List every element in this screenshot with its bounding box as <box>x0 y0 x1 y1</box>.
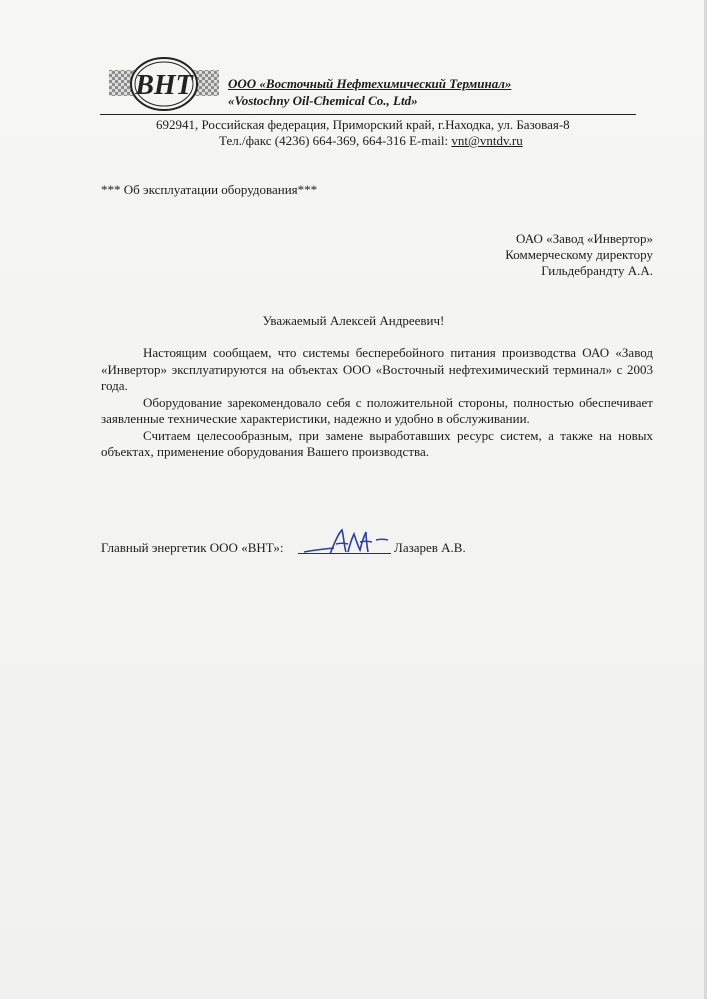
salutation: Уважаемый Алексей Андреевич! <box>262 313 445 328</box>
company-contacts <box>219 133 523 149</box>
handwritten-signature-icon <box>300 524 392 560</box>
company-logo <box>109 56 219 112</box>
company-address: 692941, Российская федерация, Приморский край, г.Находка, ул. Базовая-8 <box>156 117 570 132</box>
company-name-ru: ООО «Восточный Нефтехимический Терминал» <box>228 76 512 91</box>
body-paragraph-3: Считаем целесообразным, при замене выработавших ресурс систем, а также на новых объектах, применение оборудования Вашего производства. <box>101 427 653 459</box>
company-name-en: «Vostochny Oil-Chemical Co., Ltd» <box>228 93 418 108</box>
signer-position: Главный энергетик ООО «ВНТ»: <box>101 540 284 555</box>
logo-letters: ВНТ <box>135 70 193 101</box>
recipient-position: Коммерческому директору <box>505 247 653 262</box>
phone-fax: Тел./факс (4236) 664-369, 664-316 E-mail: <box>219 133 452 148</box>
recipient-organization: ОАО «Завод «Инвертор» <box>516 231 653 246</box>
letter-body <box>101 345 653 461</box>
body-paragraph-2: Оборудование зарекомендовало себя с положительной стороны, полностью обеспечивает заявленные технические характеристики, надежно и удобно в обслуживании. <box>101 394 653 426</box>
header-divider <box>100 114 636 115</box>
body-paragraph-1: Настоящим сообщаем, что системы бесперебойного питания производства ОАО «Завод «Инвертор» эксплуатируются на объектах ООО «Восточный нефтехимический терминал» с 2003 года. <box>101 345 653 393</box>
letter-subject: *** Об эксплуатации оборудования*** <box>101 182 318 197</box>
email-link[interactable]: vnt@vntdv.ru <box>451 133 523 148</box>
signer-name: Лазарев А.В. <box>394 540 466 555</box>
recipient-name: Гильдебрандту А.А. <box>541 263 653 278</box>
recipient-block <box>505 231 653 279</box>
